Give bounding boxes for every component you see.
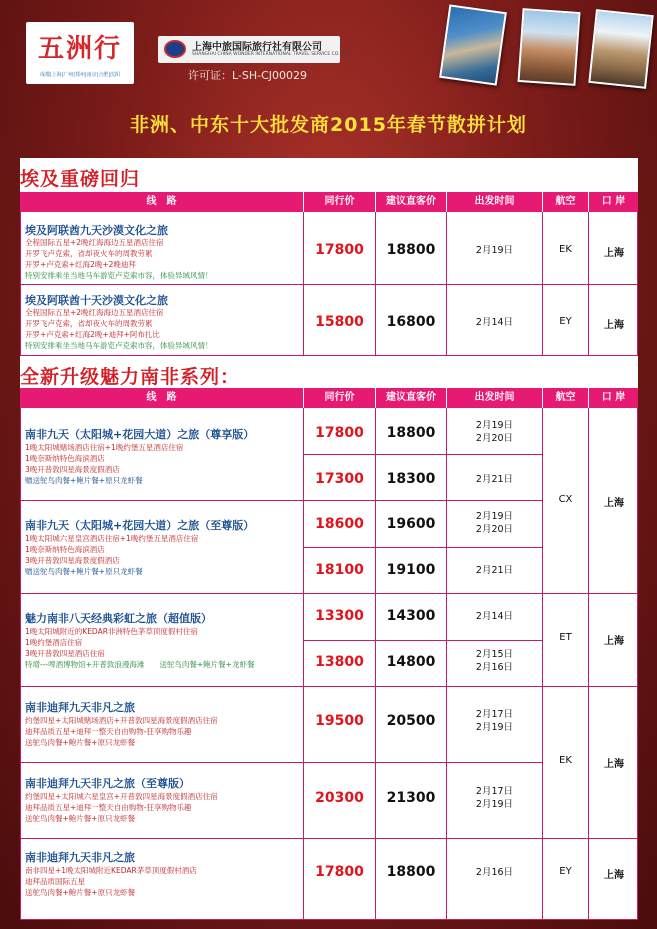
globe-icon <box>164 40 186 58</box>
peer-price: 15800 <box>315 314 364 330</box>
retail-price: 18800 <box>386 864 436 880</box>
route-title: 埃及阿联酋十天沙漠文化之旅 <box>25 294 168 307</box>
col-route: 线 路 <box>146 196 177 207</box>
retail-price: 18800 <box>386 425 436 441</box>
col-airline: 航空 <box>555 392 576 403</box>
departure-port: 上海 <box>604 248 624 259</box>
route-desc: 1晚奈斯纳特色海滨酒店 <box>25 545 105 554</box>
retail-price: 14300 <box>386 608 436 624</box>
photo-mountain <box>588 9 653 89</box>
route-title: 南非九天（太阳城+花园大道）之旅（至尊版） <box>25 519 255 532</box>
peer-price: 17800 <box>315 425 364 441</box>
logo-text: 五洲行 <box>37 34 122 64</box>
route-desc: 特增---啤酒博物馆+开普敦浪漫海滩 送鸵鸟肉餐+鲍片餐+龙虾餐 <box>25 660 255 669</box>
route-desc: 1晚奈斯纳特色海滨酒店 <box>25 454 105 463</box>
retail-price: 16800 <box>386 314 436 330</box>
route-desc: 开罗飞卢克索，省却夜火车的周教劳累 <box>25 319 153 328</box>
route-desc: 全程国际五星+2晚红海海边五星酒店住宿 <box>25 308 164 317</box>
departure-date: 2月17日 <box>475 786 514 797</box>
retail-price: 19100 <box>386 562 436 578</box>
route-desc: 赠送鸵鸟肉餐+鲍片餐+原只龙虾餐 <box>25 567 143 576</box>
route-title: 南非九天（太阳城+花园大道）之旅（尊享版） <box>25 428 255 441</box>
page-title: 非洲、中东十大批发商2015年春节散拼计划 <box>130 114 527 136</box>
route-desc: 赠送鸵鸟肉餐+鲍片餐+原只龙虾餐 <box>25 476 143 485</box>
grid-line <box>303 640 542 641</box>
peer-price: 13300 <box>315 608 364 624</box>
route-title: 南非迪拜九天非凡之旅 <box>25 851 135 864</box>
grid-line <box>542 593 638 594</box>
route-desc: 迪拜品质五星+迪拜一整天自由购物-狂享购物乐趣 <box>25 727 192 736</box>
photo-coast <box>439 4 507 85</box>
departure-date: 2月19日 <box>475 511 514 522</box>
route-desc: 3晚开普敦四星酒店住宿 <box>25 649 105 658</box>
col-route: 线 路 <box>146 392 177 403</box>
grid-line <box>20 686 303 687</box>
grid-line <box>303 500 542 501</box>
grid-line <box>20 500 303 501</box>
route-desc: 1晚约堡酒店住宿 <box>25 638 83 647</box>
section-title-egypt: 埃及重磅回归 <box>20 168 141 190</box>
grid-line <box>542 686 638 687</box>
route-desc: 特别安排乘坐当地马车游览卢克索市容，体验异域风情！ <box>25 341 213 350</box>
retail-price: 19600 <box>386 516 436 532</box>
grid-line <box>303 686 542 687</box>
departure-date: 2月19日 <box>475 245 514 256</box>
departure-port: 上海 <box>604 759 624 770</box>
route-desc: 送鸵鸟肉餐+鲍片餐+原只龙虾餐 <box>25 814 136 823</box>
airline-code: EY <box>559 866 572 877</box>
grid-line <box>20 838 303 839</box>
retail-price: 18300 <box>386 471 436 487</box>
departure-port: 上海 <box>604 320 624 331</box>
route-desc: 1晚太阳城赌场酒店住宿+1晚约堡五星酒店住宿 <box>25 443 184 452</box>
departure-date: 2月16日 <box>475 662 514 673</box>
route-desc: 1晚太阳城六星皇宫酒店住宿+1晚约堡五星酒店住宿 <box>25 534 199 543</box>
col-departure: 出发时间 <box>474 392 515 403</box>
schedule-panel <box>20 158 638 920</box>
departure-port: 上海 <box>604 870 624 881</box>
departure-date: 2月14日 <box>475 317 514 328</box>
photo-ruins <box>517 8 580 86</box>
grid-line <box>20 408 21 920</box>
route-desc: 送鸵鸟肉餐+鲍片餐+原只龙虾餐 <box>25 738 136 747</box>
grid-line <box>303 454 542 455</box>
departure-date: 2月20日 <box>475 433 514 444</box>
route-title: 南非迪拜九天非凡之旅（至尊版） <box>25 777 190 790</box>
route-desc: 迪拜品质国际五星 <box>25 877 85 886</box>
retail-price: 21300 <box>386 790 436 806</box>
departure-port: 上海 <box>604 498 624 509</box>
departure-date: 2月19日 <box>475 722 514 733</box>
col-peer-price: 同行价 <box>324 392 355 403</box>
route-desc: 约堡四星+太阳城赌场酒店+开普敦四星海景度假酒店住宿 <box>25 716 218 725</box>
departure-date: 2月19日 <box>475 420 514 431</box>
grid-line <box>303 408 304 920</box>
route-desc: 南非四星+1晚太阳城附近KEDAR茅草顶度假村酒店 <box>25 866 197 875</box>
airline-code: EK <box>559 755 572 766</box>
brand-logo <box>26 22 134 84</box>
col-retail-price: 建议直客价 <box>386 196 436 207</box>
route-desc: 开罗+卢克索+红海2晚+2晚迪拜 <box>25 260 136 269</box>
route-desc: 全程国际五星+2晚红海海边五星酒店住宿 <box>25 238 164 247</box>
grid-line <box>20 762 303 763</box>
airline-code: EK <box>559 244 572 255</box>
airline-code: EY <box>559 316 572 327</box>
route-title: 埃及阿联酋九天沙漠文化之旅 <box>25 224 168 237</box>
grid-line <box>303 547 542 548</box>
peer-price: 19500 <box>315 713 364 729</box>
logo-cities: 成都|上海|广州|郑州|南京|合肥|沈阳 <box>39 72 121 78</box>
peer-price: 18100 <box>315 562 364 578</box>
departure-date: 2月14日 <box>475 611 514 622</box>
col-port: 口 岸 <box>601 392 626 403</box>
peer-price: 17300 <box>315 471 364 487</box>
airline-code: CX <box>558 494 573 505</box>
grid-line <box>375 408 376 920</box>
departure-port: 上海 <box>604 636 624 647</box>
departure-date: 2月21日 <box>475 474 514 485</box>
col-airline: 航空 <box>555 196 576 207</box>
retail-price: 14800 <box>386 654 436 670</box>
col-port: 口 岸 <box>601 196 626 207</box>
grid-line <box>446 408 447 920</box>
grid-line <box>637 408 638 920</box>
departure-date: 2月16日 <box>475 867 514 878</box>
departure-date: 2月20日 <box>475 524 514 535</box>
departure-date: 2月17日 <box>475 709 514 720</box>
route-title: 南非迪拜九天非凡之旅 <box>25 701 135 714</box>
peer-price: 20300 <box>315 790 364 806</box>
license-number: 许可证：L-SH-CJ00029 <box>188 69 308 82</box>
company-name: 上海中旅国际旅行社有限公司 <box>192 42 322 53</box>
route-desc: 开罗+卢克索+红海2晚+迪拜+阿布扎比 <box>25 330 160 339</box>
grid-line <box>303 762 542 763</box>
route-desc: 3晚开普敦四星海景度假酒店 <box>25 556 120 565</box>
grid-line <box>20 284 638 285</box>
route-desc: 约堡四星+太阳城六星皇宫+开普敦四星海景度假酒店住宿 <box>25 792 218 801</box>
peer-price: 17800 <box>315 864 364 880</box>
route-title: 魅力南非八天经典彩虹之旅（超值版） <box>25 612 212 625</box>
route-desc: 迪拜品质五星+迪拜一整天自由购物-狂享购物乐趣 <box>25 803 192 812</box>
route-desc: 1晚太阳城附近的KEDAR非洲特色茅草顶度假村住宿 <box>25 627 198 636</box>
peer-price: 17800 <box>315 242 364 258</box>
route-desc: 特别安排乘坐当地马车游览卢克索市容，体验异域风情！ <box>25 271 213 280</box>
grid-line <box>303 593 542 594</box>
company-name-en: SHANGHAI CHINA WONDER INTERNATIONAL TRAVEL SERVICE CO.,LTD. <box>192 52 351 57</box>
retail-price: 20500 <box>386 713 436 729</box>
section-title-south-africa: 全新升级魅力南非系列： <box>20 366 241 388</box>
grid-line <box>20 919 638 920</box>
route-desc: 3晚开普敦四星海景度假酒店 <box>25 465 120 474</box>
table-header <box>20 388 638 408</box>
peer-price: 18600 <box>315 516 364 532</box>
grid-line <box>20 355 638 356</box>
departure-date: 2月15日 <box>475 649 514 660</box>
route-desc: 送鸵鸟肉餐+鲍片餐+原只龙虾餐 <box>25 888 136 897</box>
grid-line <box>542 408 543 920</box>
grid-line <box>20 593 303 594</box>
route-desc: 开罗飞卢克索，省却夜火车的周教劳累 <box>25 249 153 258</box>
table-header <box>20 192 638 212</box>
grid-line <box>588 408 589 920</box>
company-banner <box>158 36 351 63</box>
grid-line <box>542 838 638 839</box>
col-retail-price: 建议直客价 <box>386 392 436 403</box>
grid-line <box>303 838 542 839</box>
col-peer-price: 同行价 <box>324 196 355 207</box>
retail-price: 18800 <box>386 242 436 258</box>
departure-date: 2月19日 <box>475 799 514 810</box>
airline-code: ET <box>559 632 572 643</box>
col-departure: 出发时间 <box>474 196 515 207</box>
departure-date: 2月21日 <box>475 565 514 576</box>
peer-price: 13800 <box>315 654 364 670</box>
